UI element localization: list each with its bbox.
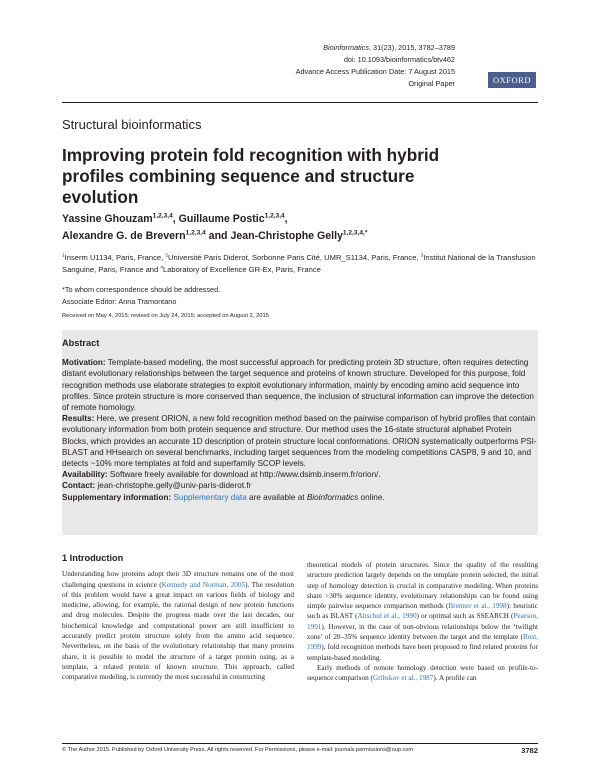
correspondence-block bbox=[62, 284, 220, 308]
intro-paragraph bbox=[307, 560, 538, 663]
author-name: Yassine Ghouzam bbox=[62, 213, 153, 225]
citation-link[interactable]: Gribskov et al., 1987 bbox=[372, 674, 434, 683]
motivation-label: Motivation: bbox=[62, 358, 106, 368]
author-affiliation-marks: 1,2,3,4 bbox=[185, 229, 206, 237]
correspondence-note: *To whom correspondence should be addressed. bbox=[62, 285, 221, 294]
journal-name: Bioinformatics bbox=[323, 43, 369, 52]
citation-link[interactable]: Kennedy and Norman, 2005 bbox=[161, 580, 246, 589]
supplementary-end: online. bbox=[358, 492, 385, 502]
intro-text: ). The resolution of this problem would have a great impact on various fields of biology and medicine, allowing, for example, the rational design of new protein functions and drug molecules. Despite the progress made over the last decades, our biochemical knowledge and computational power are still insufficient to accurately predict protein structure solely from the amino acid sequence. Nevertheless, on the basis of the evolutionary relationship that many proteins share, it is possible to model the structure of a target protein using, as a template, a related protein of known structure. This approach, called comparative modeling, is currently the most successful in constructing bbox=[62, 580, 294, 682]
author-name: Alexandre G. de Brevern bbox=[62, 230, 186, 242]
intro-right-column bbox=[307, 560, 538, 684]
affiliation-text: Institut National de la Transfusion Sanguine, Paris, France and bbox=[62, 253, 536, 274]
affiliation-mark: 2 bbox=[165, 252, 168, 258]
citation-link[interactable]: Altschul et al., 1990 bbox=[357, 612, 417, 621]
intro-text: Early methods of remote homology detection were based on profile-to-sequence comparison ( bbox=[307, 663, 538, 683]
affiliation-text: Laboratory of Excellence GR-Ex, Paris, France bbox=[162, 265, 321, 274]
intro-text: ), fold recognition methods have been proposed to find related proteins for template-based modeling. bbox=[307, 643, 538, 662]
supplementary-text: are available at bbox=[246, 492, 307, 502]
journal-header bbox=[296, 42, 455, 90]
affiliation-mark: 1 bbox=[62, 252, 65, 258]
intro-left-column bbox=[62, 553, 294, 683]
paper-type: Original Paper bbox=[408, 79, 455, 88]
motivation-text: Template-based modeling, the most successful approach for predicting protein 3D structure, often requires detecting distant evolutionary relationships between the target sequence and proteins of known structure. Developed for this purpose, fold recognition methods use elaborate strategies to exploit evolutionary information, mainly by encoding amino acid sequence into profiles. Since protein structure is more conserved than sequence, the inclusion of structural information can improve the detection of remote homology. bbox=[62, 358, 534, 413]
page-number: 3782 bbox=[521, 746, 538, 755]
results-text: Here, we present ORION, a new fold recognition method based on the pairwise comparison of hybrid profiles that contain evolutionary information from both protein sequence and structure. Our method uses the 16-state structural alphabet Protein Blocks, which provides an accurate 1D description of protein structure local conformations. ORION systematically outperforms PSI-BLAST and HHsearch on several benchmarks, including target sequences from the modeling competitions CASP8, 9 and 10, and detects ~10% more templates at fold and superfamily SCOP levels. bbox=[62, 414, 537, 469]
author-name: Jean-Christophe Gelly bbox=[230, 230, 343, 242]
supplementary-journal: Bioinformatics bbox=[306, 492, 359, 502]
availability-text[interactable]: Software freely available for download at http://www.dsimb.inserm.fr/orion/. bbox=[107, 470, 381, 480]
abstract-motivation bbox=[62, 357, 538, 413]
citation-line bbox=[296, 42, 455, 54]
intro-text: theoretical models of protein structures. Since the quality of the resulting structure prediction largely depends on the template protein selected, the initial step of homology detection is crucial in comparative modeling. When proteins share >30% sequence identity, evolutionary relationships can be found using simple pairwise sequence comparison methods ( bbox=[307, 561, 538, 611]
associate-editor: Associate Editor: Anna Tramontano bbox=[62, 297, 177, 306]
paper-title: Improving protein fold recognition with hybrid profiles combining sequence and structure evolution bbox=[62, 145, 440, 207]
results-label: Results: bbox=[62, 414, 95, 424]
abstract-box bbox=[62, 330, 538, 535]
abstract-results bbox=[62, 413, 538, 469]
author-separator: , bbox=[284, 213, 288, 225]
intro-paragraph bbox=[307, 663, 538, 684]
author-affiliation-marks: 1,2,3,4 bbox=[152, 212, 173, 220]
citation-link[interactable]: Rost, 1999 bbox=[307, 633, 538, 652]
section-heading: Structural bioinformatics bbox=[62, 117, 202, 132]
intro-heading: 1 Introduction bbox=[62, 553, 124, 563]
affiliation-text: Université Paris Diderot, Sorbonne Paris Cité, UMR_S1134, Paris, France, bbox=[167, 253, 421, 262]
oxford-logo-text: OXFORD bbox=[493, 75, 531, 85]
abstract-heading: Abstract bbox=[62, 338, 100, 348]
header-rule bbox=[62, 102, 538, 103]
oxford-logo bbox=[488, 72, 536, 88]
received-dates: Received on May 4, 2015; revised on July 24, 2015; accepted on August 2, 2015 bbox=[62, 313, 269, 319]
abstract-content bbox=[62, 338, 538, 503]
author-name: Guillaume Postic bbox=[178, 213, 265, 225]
affiliation-mark: 4 bbox=[160, 264, 163, 270]
author-affiliation-marks: 1,2,3,4,* bbox=[342, 229, 368, 237]
abstract-availability bbox=[62, 469, 538, 480]
citation-link[interactable]: Pearson, 1991 bbox=[307, 612, 538, 631]
copyright-notice: © The Author 2015. Published by Oxford University Press. All rights reserved. For Permissions, please e-mail: journals.permissions@oup.com bbox=[62, 747, 414, 753]
doi[interactable]: doi: 10.1093/bioinformatics/btv462 bbox=[343, 55, 455, 64]
supplementary-data-link[interactable]: Supplementary data bbox=[171, 492, 247, 502]
abstract-contact bbox=[62, 480, 538, 491]
affiliation-text: Inserm U1134, Paris, France, bbox=[64, 253, 166, 262]
contact-email[interactable]: jean-christophe.gelly@univ-paris-diderot.fr bbox=[95, 481, 252, 491]
availability-label: Availability: bbox=[62, 470, 108, 480]
intro-text: ) or optimal such as SSEARCH ( bbox=[416, 612, 514, 621]
intro-text: ): heuristic such as BLAST ( bbox=[307, 602, 538, 621]
intro-paragraph bbox=[62, 569, 294, 682]
author-separator: and bbox=[205, 230, 231, 242]
affiliation-mark: 3 bbox=[420, 252, 424, 258]
author-affiliation-marks: 1,2,3,4 bbox=[264, 212, 285, 220]
footer-rule bbox=[62, 743, 538, 744]
citation-link[interactable]: Brenner et al., 1998 bbox=[448, 602, 507, 611]
affiliations bbox=[62, 252, 540, 276]
advance-access-date: Advance Access Publication Date: 7 August 2015 bbox=[295, 67, 455, 76]
contact-label: Contact: bbox=[62, 481, 96, 491]
author-separator: , bbox=[172, 213, 179, 225]
supplementary-label: Supplementary information: bbox=[62, 492, 172, 502]
intro-text: ). A profile can bbox=[433, 674, 477, 683]
intro-text: ). However, in the case of non-obvious relationships below the ‘twilight zone’ of 20–35% sequence identity between the target and the template ( bbox=[307, 622, 538, 642]
citation-text: , 31(23), 2015, 3782–3789 bbox=[368, 43, 455, 52]
abstract-supplementary bbox=[62, 492, 538, 503]
intro-text: Understanding how proteins adopt their 3D structure remains one of the most challenging questions in science ( bbox=[62, 570, 294, 589]
author-list bbox=[62, 211, 502, 245]
